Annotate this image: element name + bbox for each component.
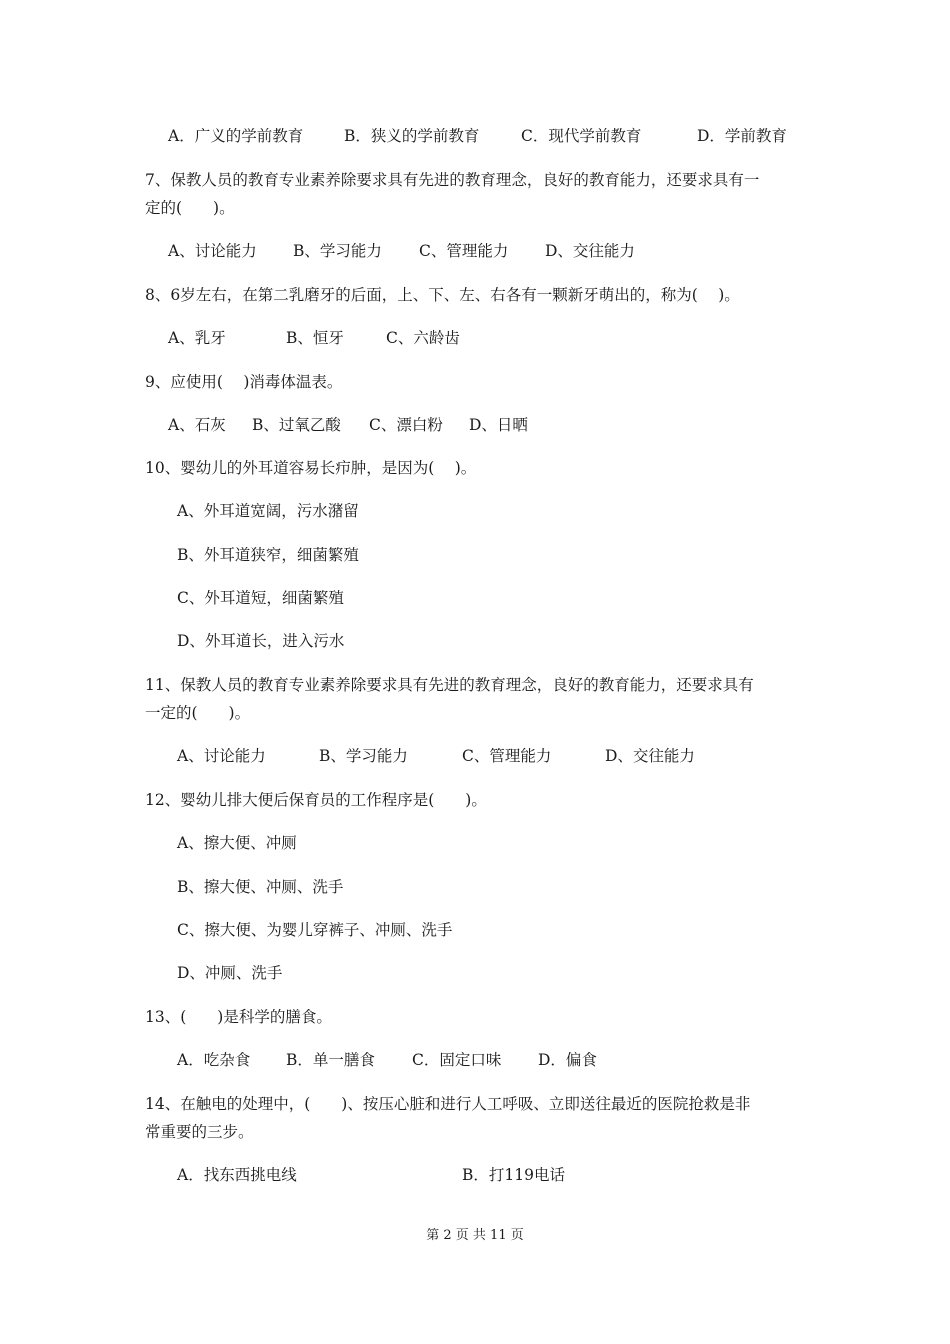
q13-option-b: B．单一膳食 xyxy=(286,1051,375,1069)
q6-option-a: A．广义的学前教育 xyxy=(168,127,304,145)
q9-question-line1: 9、应使用( )消毒体温表。 xyxy=(145,373,343,391)
q8-option-b: B、恒牙 xyxy=(286,329,344,347)
q10-option-d: D、外耳道长，进入污水 xyxy=(177,632,345,650)
q7-question-line2: 定的( )。 xyxy=(145,199,235,217)
q8-option-c: C、六龄齿 xyxy=(386,329,460,347)
q6-option-b: B．狭义的学前教育 xyxy=(344,127,480,145)
q13-option-a: A．吃杂食 xyxy=(177,1051,251,1069)
q7-option-b: B、学习能力 xyxy=(293,242,382,260)
q14-option-a: A．找东西挑电线 xyxy=(177,1166,297,1184)
q10-option-c: C、外耳道短，细菌繁殖 xyxy=(177,589,344,607)
q7-option-a: A、讨论能力 xyxy=(168,242,257,260)
q12-option-c: C、擦大便、为婴儿穿裤子、冲厕、洗手 xyxy=(177,921,453,939)
q11-question-line2: 一定的( )。 xyxy=(145,704,251,722)
q13-option-d: D．偏食 xyxy=(538,1051,597,1069)
q10-question-line1: 10、婴幼儿的外耳道容易长疖肿，是因为( )。 xyxy=(145,459,477,477)
q10-option-b: B、外耳道狭窄，细菌繁殖 xyxy=(177,546,359,564)
q9-option-a: A、石灰 xyxy=(168,416,226,434)
q7-question-line1: 7、保教人员的教育专业素养除要求具有先进的教育理念，良好的教育能力，还要求具有一 xyxy=(145,171,760,189)
q9-option-b: B、过氧乙酸 xyxy=(252,416,341,434)
q11-option-c: C、管理能力 xyxy=(462,747,552,765)
q12-question-line1: 12、婴幼儿排大便后保育员的工作程序是( )。 xyxy=(145,791,487,809)
q12-option-b: B、擦大便、冲厕、洗手 xyxy=(177,878,344,896)
q12-option-d: D、冲厕、洗手 xyxy=(177,964,283,982)
q11-option-a: A、讨论能力 xyxy=(177,747,266,765)
q14-question-line1: 14、在触电的处理中，( )、按压心脏和进行人工呼吸、立即送往最近的医院抢救是非 xyxy=(145,1095,751,1113)
q10-option-a: A、外耳道宽阔，污水潴留 xyxy=(177,502,359,520)
q9-option-d: D、日晒 xyxy=(469,416,528,434)
page-number-footer: 第 2 页 共 11 页 xyxy=(426,1228,524,1243)
q6-option-c: C．现代学前教育 xyxy=(521,127,642,145)
q11-option-d: D、交往能力 xyxy=(605,747,695,765)
q11-option-b: B、学习能力 xyxy=(319,747,408,765)
q9-option-c: C、漂白粉 xyxy=(369,416,443,434)
q14-option-b: B．打119电话 xyxy=(462,1166,565,1184)
q8-question-line1: 8、6岁左右，在第二乳磨牙的后面，上、下、左、右各有一颗新牙萌出的，称为( )。 xyxy=(145,286,740,304)
q6-option-d: D．学前教育 xyxy=(697,127,787,145)
q14-question-line2: 常重要的三步。 xyxy=(145,1123,254,1141)
q13-question-line1: 13、( )是科学的膳食。 xyxy=(145,1008,332,1026)
q12-option-a: A、擦大便、冲厕 xyxy=(177,834,297,852)
q11-question-line1: 11、保教人员的教育专业素养除要求具有先进的教育理念，良好的教育能力，还要求具有 xyxy=(145,676,754,694)
q7-option-c: C、管理能力 xyxy=(419,242,509,260)
q8-option-a: A、乳牙 xyxy=(168,329,226,347)
q13-option-c: C．固定口味 xyxy=(412,1051,502,1069)
q7-option-d: D、交往能力 xyxy=(545,242,635,260)
